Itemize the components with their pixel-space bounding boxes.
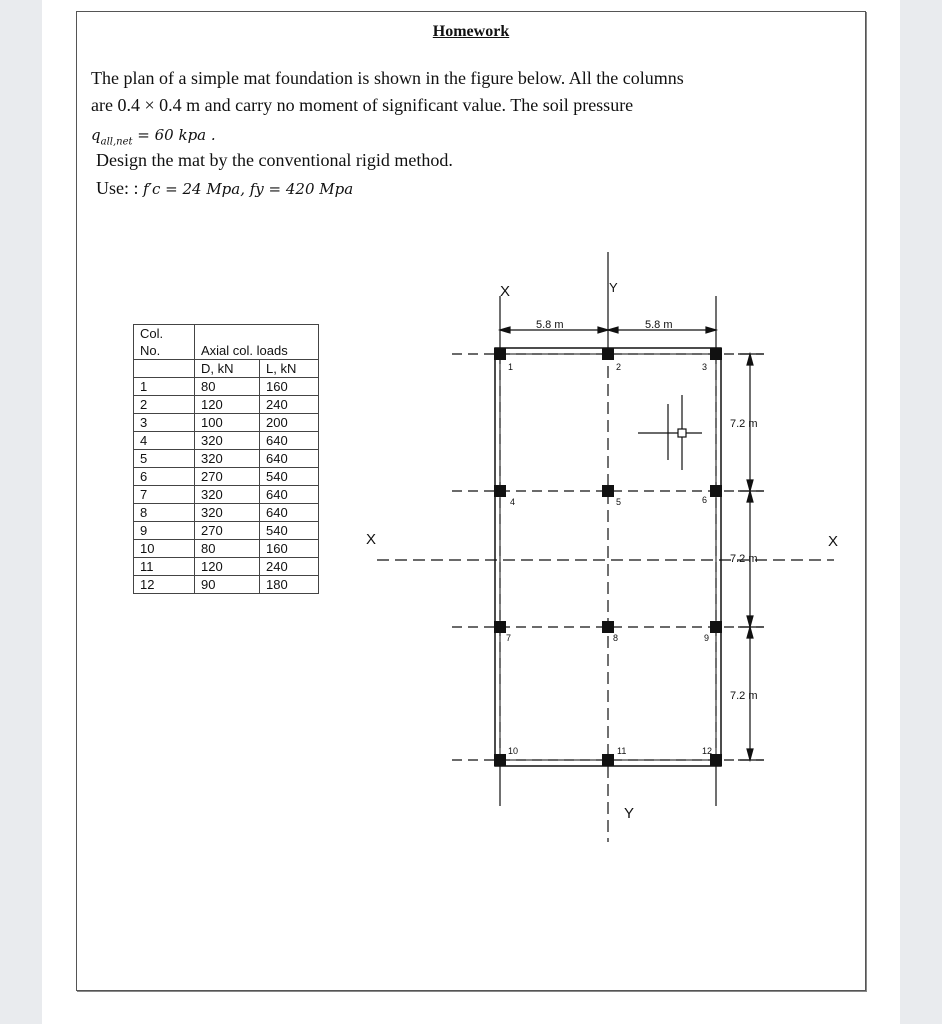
dead-load-cell: 80: [195, 378, 260, 396]
column-9: [710, 621, 722, 633]
centroid-marker: [678, 429, 686, 437]
dim-arrow: [706, 327, 716, 333]
column-4: [494, 485, 506, 497]
live-load-cell: 640: [260, 432, 319, 450]
column-label-1: 1: [508, 362, 514, 372]
column-number-cell: 5: [134, 450, 195, 468]
column-label-2: 2: [616, 362, 622, 372]
problem-line-4: Design the mat by the conventional rigid method.: [96, 150, 453, 170]
column-number-cell: 12: [134, 576, 195, 594]
x-axis-label-top: X: [500, 283, 511, 300]
column-label-7: 7: [506, 633, 512, 643]
column-number-cell: 3: [134, 414, 195, 432]
problem-line-1: The plan of a simple mat foundation is shown in the figure below. All the columns: [91, 68, 684, 88]
dimension-labels: [536, 319, 758, 702]
use-label: Use: :: [96, 178, 143, 198]
group-header: Axial col. loads: [195, 342, 319, 360]
column-label-3: 3: [702, 362, 708, 372]
live-load-cell: 540: [260, 468, 319, 486]
live-load-header: L, kN: [260, 360, 319, 378]
bay-label-2: 7.2 m: [730, 553, 758, 565]
dim-arrow: [747, 627, 753, 638]
column-7: [494, 621, 506, 633]
dead-load-cell: 320: [195, 432, 260, 450]
column-label-6: 6: [702, 495, 708, 505]
column-number-cell: 7: [134, 486, 195, 504]
x-axis-label-left: X: [366, 531, 377, 548]
column-label-11: 11: [617, 746, 627, 756]
dead-load-cell: 320: [195, 504, 260, 522]
bay-label-1: 7.2 m: [730, 418, 758, 430]
problem-line-2: are 0.4 × 0.4 m and carry no moment of significant value. The soil pressure: [91, 95, 634, 115]
page-title: Homework: [432, 23, 510, 40]
dead-load-cell: 80: [195, 540, 260, 558]
dead-load-cell: 270: [195, 468, 260, 486]
dead-load-cell: 320: [195, 450, 260, 468]
dead-load-header: D, kN: [195, 360, 260, 378]
column-label-8: 8: [613, 633, 619, 643]
q-symbol: q: [91, 126, 101, 144]
column-5: [602, 485, 614, 497]
column-6: [710, 485, 722, 497]
dead-load-cell: 90: [195, 576, 260, 594]
column-label-5: 5: [616, 497, 622, 507]
live-load-cell: 640: [260, 486, 319, 504]
live-load-cell: 200: [260, 414, 319, 432]
dim-arrow: [747, 354, 753, 365]
document-page: [42, 0, 900, 1024]
mat-plan-figure: [42, 0, 900, 1024]
live-load-cell: 180: [260, 576, 319, 594]
y-axis-label-top: Y: [609, 280, 618, 295]
column-label-4: 4: [510, 497, 516, 507]
column-label-9: 9: [704, 633, 710, 643]
column-2: [602, 348, 614, 360]
column-number-cell: 10: [134, 540, 195, 558]
column-label-12: 12: [702, 746, 713, 756]
column-label-10: 10: [508, 746, 519, 756]
axis-labels: [366, 280, 838, 822]
column-number-cell: 8: [134, 504, 195, 522]
dim-arrow: [500, 327, 510, 333]
column-3: [710, 348, 722, 360]
column-1: [494, 348, 506, 360]
live-load-cell: 240: [260, 558, 319, 576]
figure-lines: [377, 252, 834, 842]
column-number-cell: 2: [134, 396, 195, 414]
col-header-1: Col.: [134, 325, 195, 343]
q-subscript: all,net: [100, 136, 133, 148]
column-number-cell: 1: [134, 378, 195, 396]
live-load-cell: 240: [260, 396, 319, 414]
dead-load-cell: 320: [195, 486, 260, 504]
live-load-cell: 160: [260, 378, 319, 396]
materials-formula: f′c = 24 Mpa, fy = 420 Mpa: [143, 180, 354, 198]
column-number-cell: 6: [134, 468, 195, 486]
bay-label-3: 7.2 m: [730, 690, 758, 702]
col-header-2: No.: [134, 342, 195, 360]
dim-arrow: [747, 749, 753, 760]
dim-arrow: [608, 327, 618, 333]
column-number-cell: 11: [134, 558, 195, 576]
column-labels: [506, 362, 712, 756]
column-number-cell: 9: [134, 522, 195, 540]
column-11: [602, 754, 614, 766]
column-10: [494, 754, 506, 766]
live-load-cell: 640: [260, 504, 319, 522]
dead-load-cell: 270: [195, 522, 260, 540]
span-label-2: 5.8 m: [645, 319, 673, 331]
live-load-cell: 540: [260, 522, 319, 540]
x-axis-label-right: X: [828, 533, 839, 550]
q-value: = 60 kpa .: [132, 126, 216, 144]
dead-load-cell: 100: [195, 414, 260, 432]
live-load-cell: 160: [260, 540, 319, 558]
dead-load-cell: 120: [195, 558, 260, 576]
dim-arrow: [747, 491, 753, 502]
column-number-cell: 4: [134, 432, 195, 450]
live-load-cell: 640: [260, 450, 319, 468]
y-axis-label-bottom: Y: [624, 805, 635, 822]
column-8: [602, 621, 614, 633]
span-label-1: 5.8 m: [536, 319, 564, 331]
dead-load-cell: 120: [195, 396, 260, 414]
